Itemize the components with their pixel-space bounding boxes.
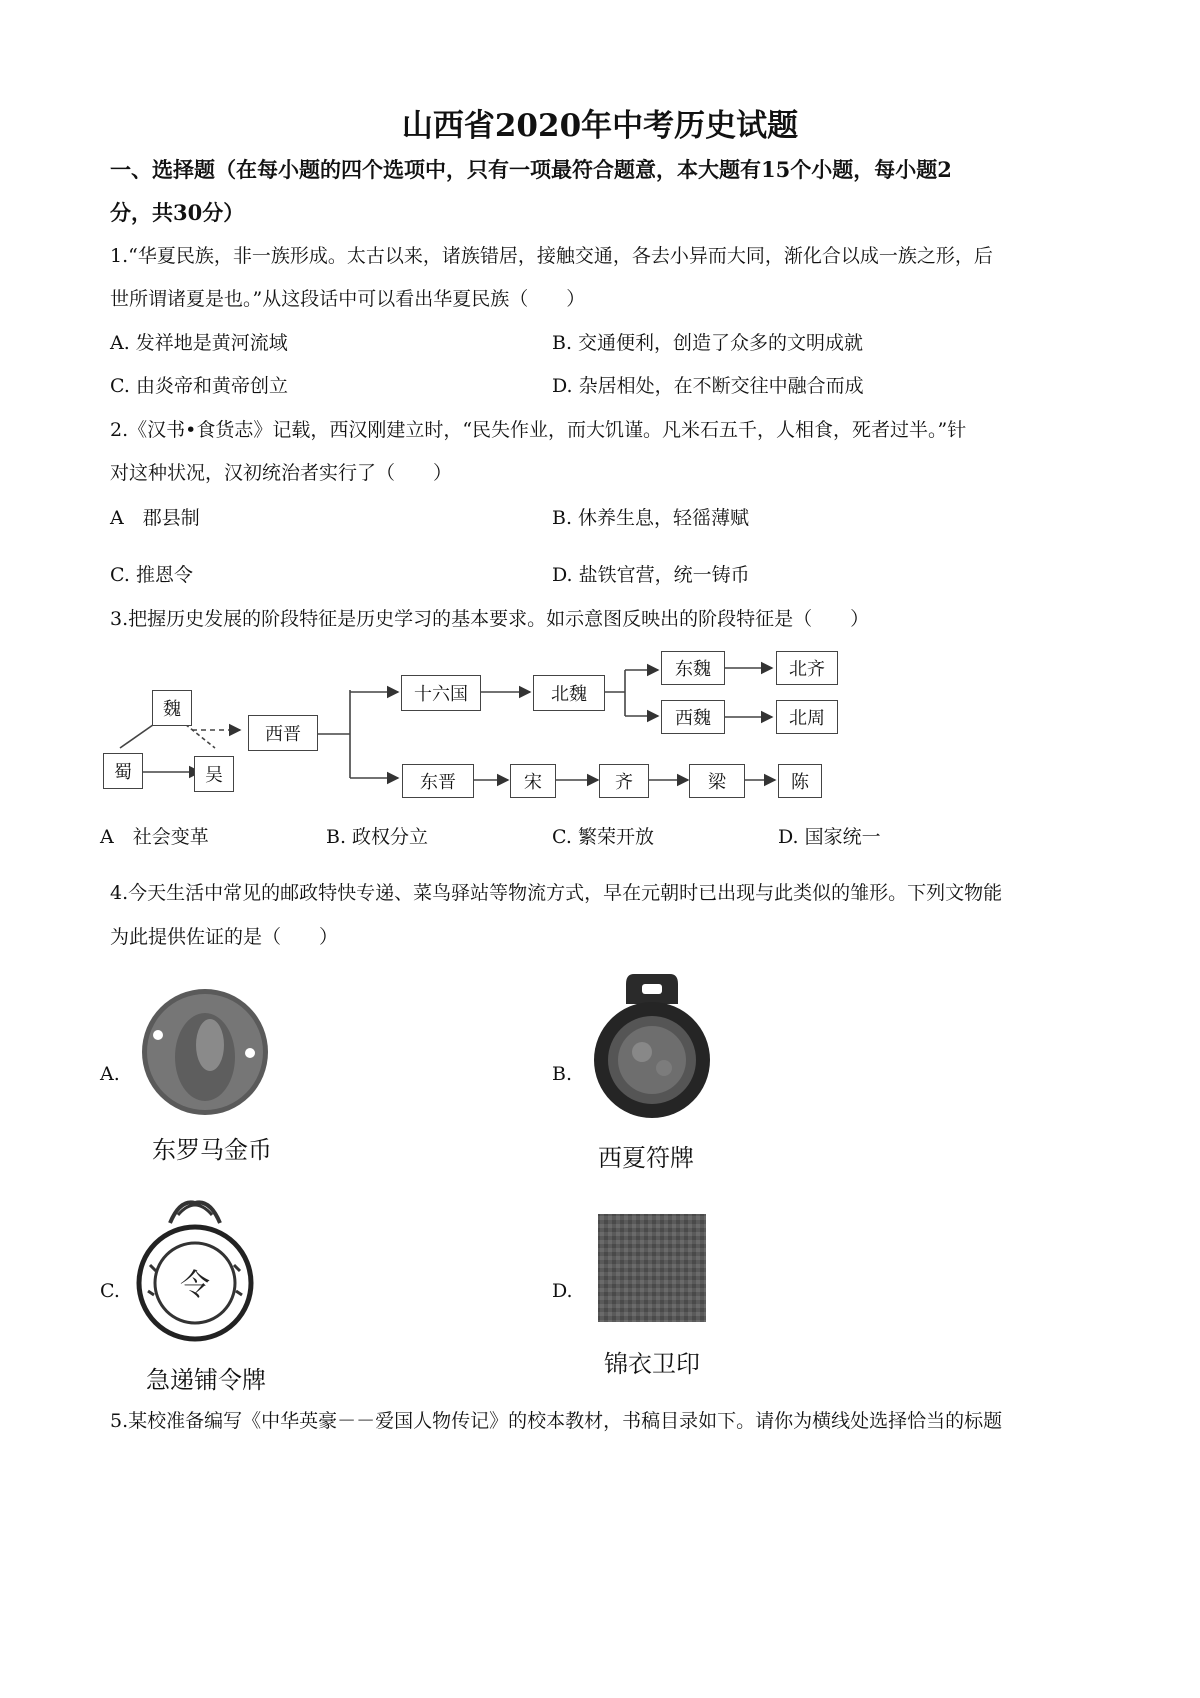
node-chen: 陈 (778, 764, 822, 798)
node-xiwei: 西魏 (661, 700, 725, 734)
q2-option-d[interactable]: D. 盐铁官营，统一铸币 (552, 564, 750, 586)
jinyiwei-seal-image (596, 1212, 708, 1324)
relay-token-image (130, 1195, 260, 1345)
q4-stem-line2: 为此提供佐证的是（ ） (110, 926, 339, 948)
q3-option-d[interactable]: D. 国家统一 (778, 826, 881, 848)
node-dongjin: 东晋 (402, 764, 474, 798)
page-title: 山西省2020年中考历史试题 (401, 108, 799, 144)
node-qi: 齐 (599, 764, 649, 798)
node-wei: 魏 (152, 690, 192, 726)
q4-option-a-letter[interactable]: A. (100, 1063, 120, 1085)
q4-option-b-letter[interactable]: B. (552, 1063, 573, 1085)
section-heading-line1: 一、选择题（在每小题的四个选项中，只有一项最符合题意，本大题有15个小题，每小题2 (110, 157, 952, 182)
relay-token-character: 令 (180, 1268, 210, 1303)
q1-option-a[interactable]: A. 发祥地是黄河流域 (110, 332, 288, 354)
q1-option-b[interactable]: B. 交通便利，创造了众多的文明成就 (552, 332, 864, 354)
q4-option-a-caption: 东罗马金币 (152, 1136, 272, 1164)
node-wu: 吴 (194, 756, 234, 792)
q2-stem-line1: 2.《汉书•食货志》记载，西汉刚建立时，“民失作业，而大饥谨。凡米石五千，人相食，死者过半。”针 (110, 419, 967, 441)
q5-stem: 5.某校准备编写《中华英豪－－爱国人物传记》的校本教材，书稿目录如下。请你为横线处选择恰当的标题 (110, 1410, 1003, 1432)
q1-option-c[interactable]: C. 由炎帝和黄帝创立 (110, 375, 288, 397)
q4-option-d-letter[interactable]: D. (552, 1280, 573, 1302)
q2-option-c[interactable]: C. 推恩令 (110, 564, 193, 586)
xixia-token-image (582, 972, 722, 1122)
node-beizhou: 北周 (776, 700, 838, 734)
node-beiwei: 北魏 (533, 675, 605, 711)
node-dongwei: 东魏 (661, 651, 725, 685)
q3-stem: 3.把握历史发展的阶段特征是历史学习的基本要求。如示意图反映出的阶段特征是（ ） (110, 608, 870, 630)
node-shiliuguo: 十六国 (401, 675, 481, 711)
q1-stem-line1: 1.“华夏民族，非一族形成。太古以来，诸族错居，接触交通，各去小异而大同，渐化合以成一族之形，后 (110, 245, 993, 267)
q1-stem-line2: 世所谓诸夏是也。”从这段话中可以看出华夏民族（ ） (110, 288, 586, 310)
q3-option-c[interactable]: C. 繁荣开放 (552, 826, 654, 848)
q4-stem-line1: 4.今天生活中常见的邮政特快专递、菜鸟驿站等物流方式，早在元朝时已出现与此类似的雏形。下列文物能 (110, 882, 1003, 904)
node-song: 宋 (510, 764, 556, 798)
node-shu: 蜀 (103, 753, 143, 789)
node-beiqi: 北齐 (776, 651, 838, 685)
q1-option-d[interactable]: D. 杂居相处，在不断交往中融合而成 (552, 375, 864, 397)
q2-option-a[interactable]: A 郡县制 (110, 507, 200, 529)
q3-option-a[interactable]: A 社会变革 (100, 826, 209, 848)
q3-option-b[interactable]: B. 政权分立 (326, 826, 429, 848)
node-liang: 梁 (689, 764, 745, 798)
section-heading-line2: 分，共30分） (110, 200, 245, 225)
q4-option-c-letter[interactable]: C. (100, 1280, 120, 1302)
node-xijin: 西晋 (248, 715, 318, 751)
q4-option-b-caption: 西夏符牌 (598, 1144, 694, 1172)
q4-option-c-caption: 急递铺令牌 (146, 1366, 266, 1394)
byzantine-coin-image (138, 985, 273, 1120)
q4-option-d-caption: 锦衣卫印 (604, 1350, 700, 1378)
q2-option-b[interactable]: B. 休养生息，轻徭薄赋 (552, 507, 750, 529)
q2-stem-line2: 对这种状况，汉初统治者实行了（ ） (110, 462, 453, 484)
